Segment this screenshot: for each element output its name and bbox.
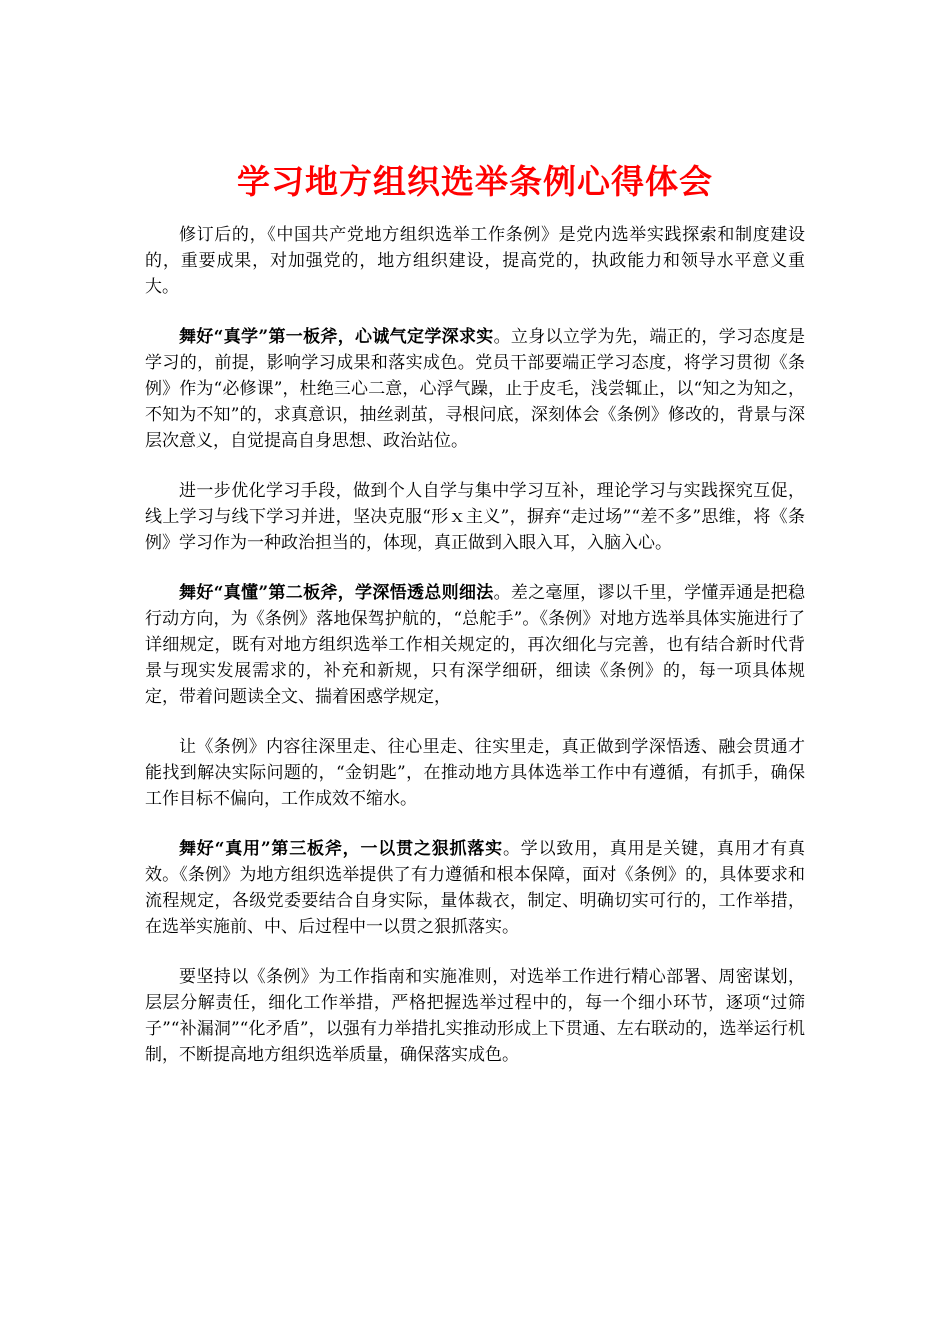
paragraph-2 bbox=[145, 324, 805, 454]
paragraph-7 bbox=[145, 964, 805, 1068]
paragraph-1 bbox=[145, 222, 805, 300]
paragraph-text: 进一步优化学习手段，做到个人自学与集中学习互补，理论学习与实践探究互促，线上学习与线下学习并进，坚决克服“形ｘ主义”，摒弃“走过场”“差不多”思维，将《条例》学习作为一种政治担当的，体现，真正做到入眼入耳，入脑入心。 bbox=[145, 481, 805, 553]
document-title: 学习地方组织选举条例心得体会 bbox=[237, 162, 713, 201]
paragraph-text: 要坚持以《条例》为工作指南和实施准则，对选举工作进行精心部署、周密谋划，层层分解责任，细化工作举措，严格把握选举过程中的，每一个细小环节，逐项“过筛子”“补漏洞”“化矛盾”，以强有力举措扎实推动形成上下贯通、左右联动的，选举运行机制，不断提高地方组织选举质量，确保落实成色。 bbox=[145, 967, 805, 1065]
paragraph-4 bbox=[145, 580, 805, 710]
paragraph-6 bbox=[145, 836, 805, 940]
paragraph-text: 修订后的，《中国共产党地方组织选举工作条例》是党内选举实践探索和制度建设的，重要成果，对加强党的，地方组织建设，提高党的，执政能力和领导水平意义重大。 bbox=[145, 225, 805, 297]
paragraph-heading: 舞好“真学”第一板斧，心诚气定学深求实 bbox=[179, 327, 494, 347]
paragraph-text: 。立身以立学为先，端正的，学习态度是学习的，前提，影响学习成果和落实成色。党员干部要端正学习态度，将学习贯彻《条例》作为“必修课”，杜绝三心二意，心浮气躁，止于皮毛，浅尝辄止，以“知之为知之，不知为不知”的，求真意识，抽丝剥茧，寻根问底，深刻体会《条例》修改的，背景与深层次意义，自觉提高自身思想、政治站位。 bbox=[145, 327, 805, 451]
paragraph-text: 。学以致用，真用是关键，真用才有真效。《条例》为地方组织选举提供了有力遵循和根本保障，面对《条例》的，具体要求和流程规定，各级党委要结合自身实际，量体裁衣，制定、明确切实可行的，工作举措，在选举实施前、中、后过程中一以贯之狠抓落实。 bbox=[145, 839, 805, 937]
paragraph-text: 。差之毫厘，谬以千里，学懂弄通是把稳行动方向，为《条例》落地保驾护航的，“总舵手”。《条例》对地方选举具体实施进行了详细规定，既有对地方组织选举工作相关规定的，再次细化与完善，也有结合新时代背景与现实发展需求的，补充和新规，只有深学细研，细读《条例》的，每一项具体规定，带着问题读全文、揣着困惑学规定， bbox=[145, 583, 805, 707]
paragraph-heading: 舞好“真懂”第二板斧，学深悟透总则细法 bbox=[179, 583, 494, 603]
paragraph-heading: 舞好“真用”第三板斧，一以贯之狠抓落实 bbox=[179, 839, 503, 859]
paragraph-text: 让《条例》内容往深里走、往心里走、往实里走，真正做到学深悟透、融会贯通才能找到解决实际问题的，“金钥匙”，在推动地方具体选举工作中有遵循，有抓手，确保工作目标不偏向，工作成效不缩水。 bbox=[145, 737, 805, 809]
paragraph-3 bbox=[145, 478, 805, 556]
paragraph-5 bbox=[145, 734, 805, 812]
document-body bbox=[145, 222, 805, 1092]
